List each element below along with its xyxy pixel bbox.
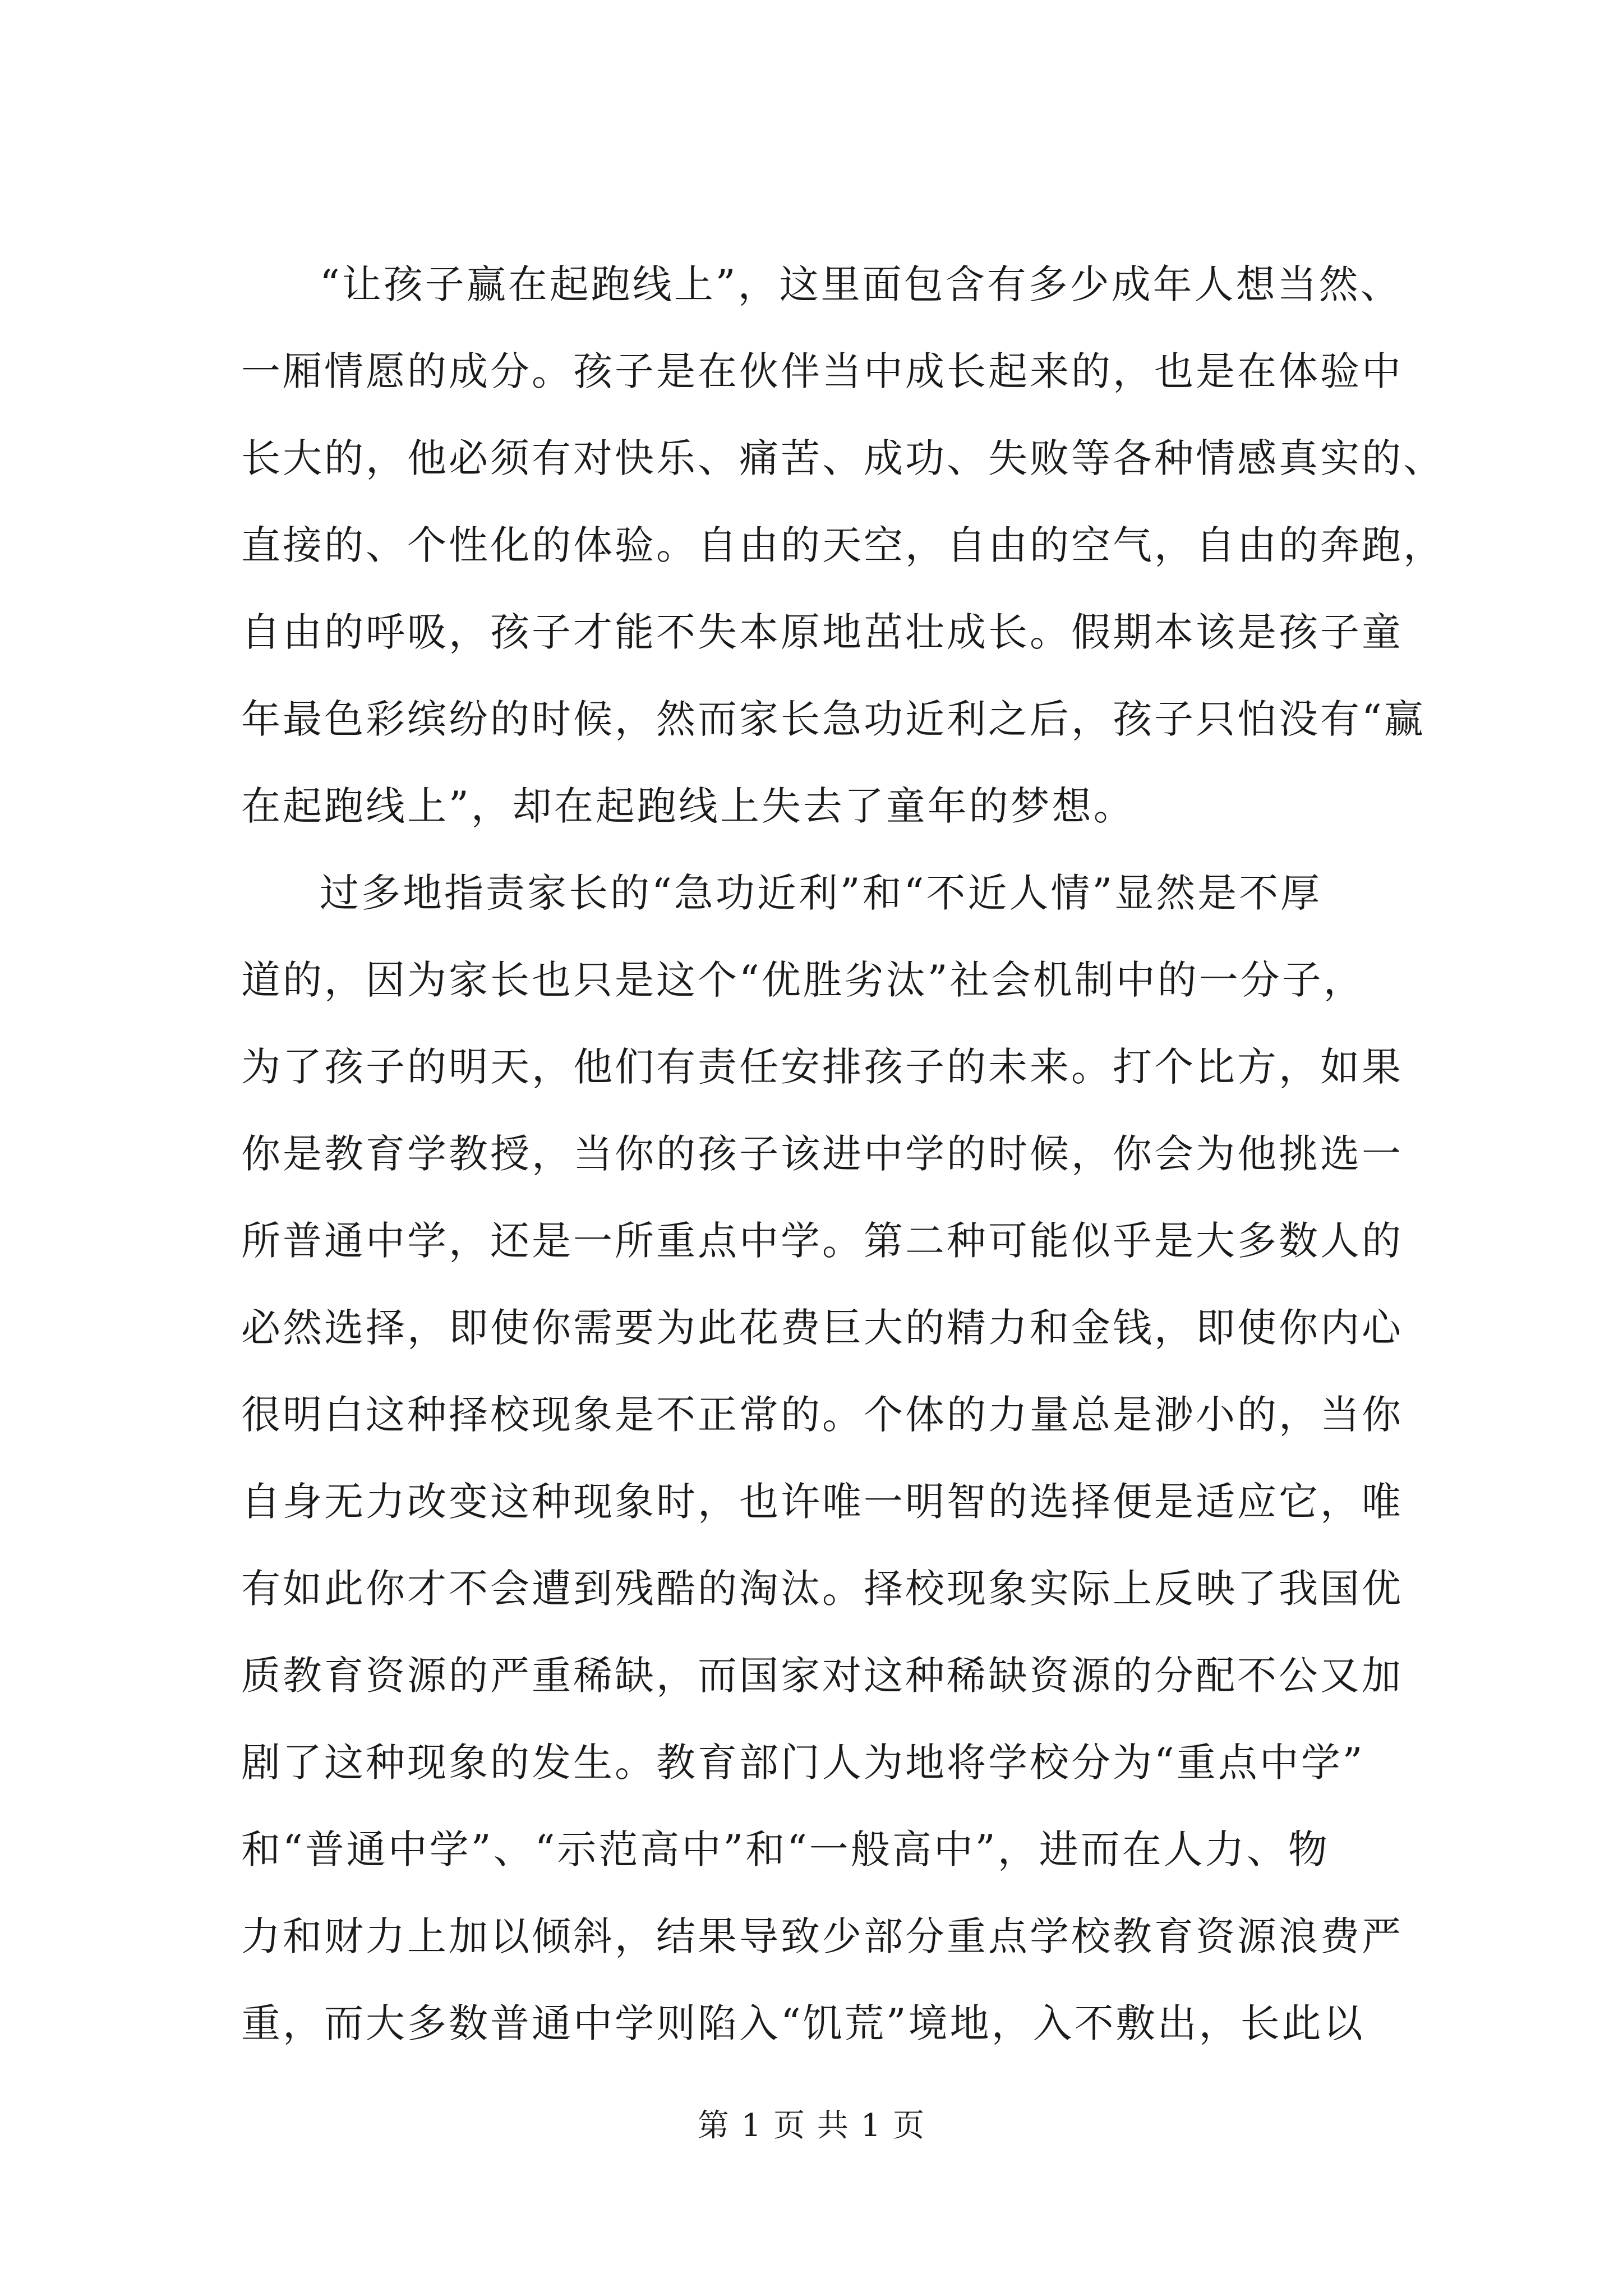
paragraph-2-line-4: 你是教育学教授，当你的孩子该进中学的时候，你会为他挑选一 (241, 1131, 1403, 1177)
paragraph-2-line-10: 质教育资源的严重稀缺，而国家对这种稀缺资源的分配不公又加 (241, 1653, 1403, 1699)
paragraph-1-line-5: 自由的呼吸，孩子才能不失本原地茁壮成长。假期本该是孩子童 (241, 609, 1403, 655)
paragraph-2-line-14: 重，而大多数普通中学则陷入“饥荒”境地，入不敷出，长此以 (241, 2000, 1365, 2046)
paragraph-2-line-11: 剧了这种现象的发生。教育部门人为地将学校分为“重点中学” (241, 1740, 1365, 1786)
body-text (241, 241, 1445, 2067)
paragraph-2-line-8: 自身无力改变这种现象时，也许唯一明智的选择便是适应它，唯 (241, 1479, 1403, 1525)
paragraph-2-line-7: 很明白这种择校现象是不正常的。个体的力量总是渺小的，当你 (241, 1392, 1403, 1438)
paragraph-2-line-3: 为了孩子的明天，他们有责任安排孩子的未来。打个比方，如果 (241, 1044, 1403, 1090)
paragraph-1-line-3: 长大的，他必须有对快乐、痛苦、成功、失败等各种情感真实的、 (241, 435, 1445, 481)
paragraph-2-line-6: 必然选择，即使你需要为此花费巨大的精力和金钱，即使你内心 (241, 1305, 1403, 1351)
paragraph-1-line-4: 直接的、个性化的体验。自由的天空，自由的空气，自由的奔跑， (241, 522, 1445, 568)
page-footer: 第 1 页 共 1 页 (697, 2108, 926, 2144)
paragraph-1-line-7: 在起跑线上”，却在起跑线上失去了童年的梦想。 (241, 783, 1135, 829)
paragraph-1-line-6: 年最色彩缤纷的时候，然而家长急功近利之后，孩子只怕没有“赢 (241, 696, 1426, 742)
paragraph-2-line-9: 有如此你才不会遭到残酷的淘汰。择校现象实际上反映了我国优 (241, 1566, 1403, 1612)
paragraph-1-line-1: “让孩子赢在起跑线上”，这里面包含有多少成年人想当然、 (320, 261, 1402, 307)
paragraph-2-line-13: 力和财力上加以倾斜，结果导致少部分重点学校教育资源浪费严 (241, 1913, 1403, 1959)
paragraph-2-line-2: 道的，因为家长也只是这个“优胜劣汰”社会机制中的一分子， (241, 957, 1365, 1003)
paragraph-2-line-5: 所普通中学，还是一所重点中学。第二种可能似乎是大多数人的 (241, 1218, 1403, 1264)
paragraph-2-line-1: 过多地指责家长的“急功近利”和“不近人情”显然是不厚 (320, 870, 1322, 916)
paragraph-2-line-12: 和“普通中学”、“示范高中”和“一般高中”，进而在人力、物 (241, 1826, 1330, 1872)
paragraph-1-line-2: 一厢情愿的成分。孩子是在伙伴当中成长起来的，也是在体验中 (241, 348, 1403, 394)
